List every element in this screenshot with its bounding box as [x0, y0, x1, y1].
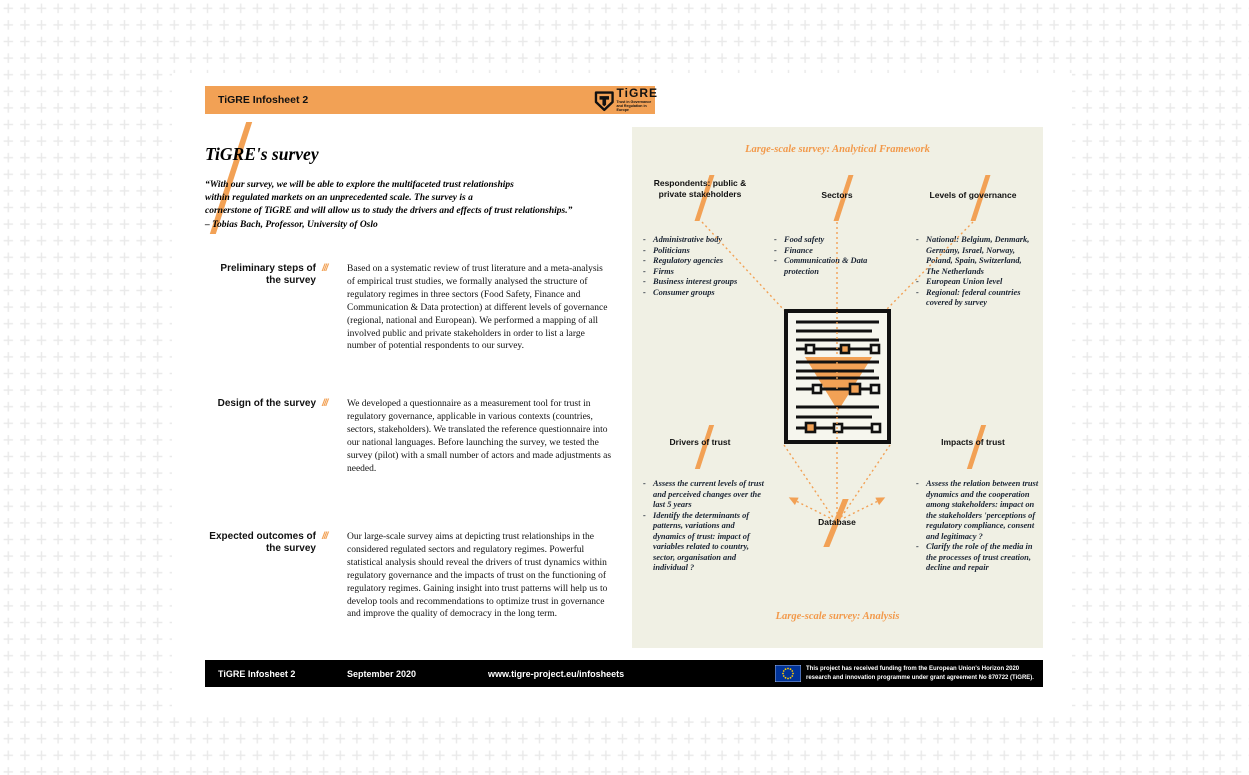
- section-label-expected-outcomes: Expected outcomes of the survey: [209, 531, 316, 554]
- list-item: - Regulatory agencies: [642, 256, 766, 267]
- tigre-shield-icon: [594, 87, 615, 117]
- footer-date: September 2020: [347, 669, 417, 679]
- quote-line: “With our survey, we will be able to explore the multifaceted trust relationships: [205, 180, 514, 190]
- logo-wordmark: TiGRE: [616, 86, 658, 100]
- list-item: - Clarify the role of the media in the processes of trust creation, decline and repair: [915, 542, 1039, 574]
- header-bar: [205, 86, 655, 114]
- quote-line: within regulated markets on an unprecedented scale. The survey is a: [205, 193, 473, 204]
- footer-bar: [205, 660, 1043, 687]
- slash-marker: ///: [322, 531, 328, 542]
- footer-infosheet-label: TiGRE Infosheet 2: [218, 669, 296, 679]
- list-item: - Administrative body: [642, 235, 766, 246]
- database-label: Database: [818, 517, 856, 527]
- eu-flag-icon: [775, 665, 801, 682]
- section-body-expected-outcomes: Our large-scale survey aims at depicting trust relationships in the considered regulated sectors and regulatory regimes. Powerful statistical analysis should reveal the drivers of trust dynamics within regulatory governance and the impacts of trust on the functioning of regulatory regimes. Gaining insight into trust patterns will help us to develop tools and recommendations to optimize trust in governance and improve the quality of democracy in the long term.: [347, 532, 608, 620]
- list-item: - Food safety: [773, 235, 891, 246]
- heading-drivers-of-trust: Drivers of trust: [669, 437, 731, 447]
- quote-line: cornerstone of TiGRE and will allow us to study the drivers and effects of trust relationships.”: [205, 206, 573, 217]
- analytical-framework-panel: [632, 127, 1043, 648]
- list-item: - National: Belgium, Denmark, Germany, Israel, Norway, Poland, Spain, Switzerland, The Netherlands: [915, 235, 1035, 277]
- quote-attribution: – Tobias Bach, Professor, University of Oslo: [205, 219, 378, 230]
- list-item: - Regional: federal countries covered by survey: [915, 288, 1035, 309]
- panel-title-top: Large-scale survey: Analytical Framework: [745, 144, 930, 155]
- list-item: - Assess the current levels of trust and perceived changes over the last 5 years: [642, 479, 766, 511]
- funding-statement: This project has received funding from the European Union's Horizon 2020 research and innovation programme under grant agreement No 870722 (TiGRE).: [806, 666, 1034, 681]
- list-item: - Assess the relation between trust dynamics and the cooperation among stakeholders: impact on the stakeholders 'perceptions of regulatory compliance, consent and legitimacy ?: [915, 479, 1039, 542]
- section-label-preliminary-steps: Preliminary steps of the survey: [220, 263, 316, 286]
- list-item: - Firms: [642, 267, 766, 278]
- slash-marker: ///: [322, 398, 328, 409]
- section-label-design: Design of the survey: [217, 398, 316, 409]
- list-item: - Communication & Data protection: [773, 256, 891, 277]
- impacts-list: [915, 479, 1039, 574]
- column-heading-respondents: Respondents: public & private stakeholders: [653, 178, 747, 199]
- quote-block: [205, 179, 625, 232]
- drivers-list: [642, 479, 766, 574]
- header-title: TiGRE Infosheet 2: [218, 94, 309, 106]
- column-heading-sectors: Sectors: [821, 190, 853, 200]
- list-item: - Finance: [773, 246, 891, 257]
- logo-tagline: Trust in Governance and Regulation in Europe: [616, 100, 652, 113]
- section-body-preliminary-steps: Based on a systematic review of trust literature and a meta-analysis of empirical trust studies, we formally analysed the structure of regulatory regimes in three sectors (Food Safety, Finance and Communication & Data protection) at different levels of governance (regional, national and European). We performed a mapping of all involved public and private stakeholders in order to list a large number of potential respondents to our survey.: [347, 264, 608, 352]
- list-item: - Identify the determinants of patterns, variations and dynamics of trust: impact of variables related to country, sector, organisation and individual ?: [642, 511, 766, 574]
- list-item: - European Union level: [915, 277, 1035, 288]
- section-body-design: We developed a questionnaire as a measurement tool for trust in regulatory governance, applicable in various contexts (countries, sectors, stakeholders). We translated the reference questionnaire into our national languages. Before launching the survey, we tested the survey (pilot) with a small number of actors and made adjustments as needed.: [347, 399, 612, 474]
- column-heading-governance: Levels of governance: [929, 190, 1017, 200]
- footer-url-link[interactable]: www.tigre-project.eu/infosheets: [488, 669, 625, 679]
- tigre-logo: [594, 87, 658, 119]
- list-item: - Consumer groups: [642, 288, 766, 299]
- page-title: TiGRE's survey: [205, 144, 319, 164]
- panel-title-bottom: Large-scale survey: Analysis: [775, 611, 900, 622]
- slash-marker: ///: [322, 263, 328, 274]
- heading-impacts-of-trust: Impacts of trust: [941, 437, 1005, 447]
- list-item: - Business interest groups: [642, 277, 766, 288]
- list-item: - Politicians: [642, 246, 766, 257]
